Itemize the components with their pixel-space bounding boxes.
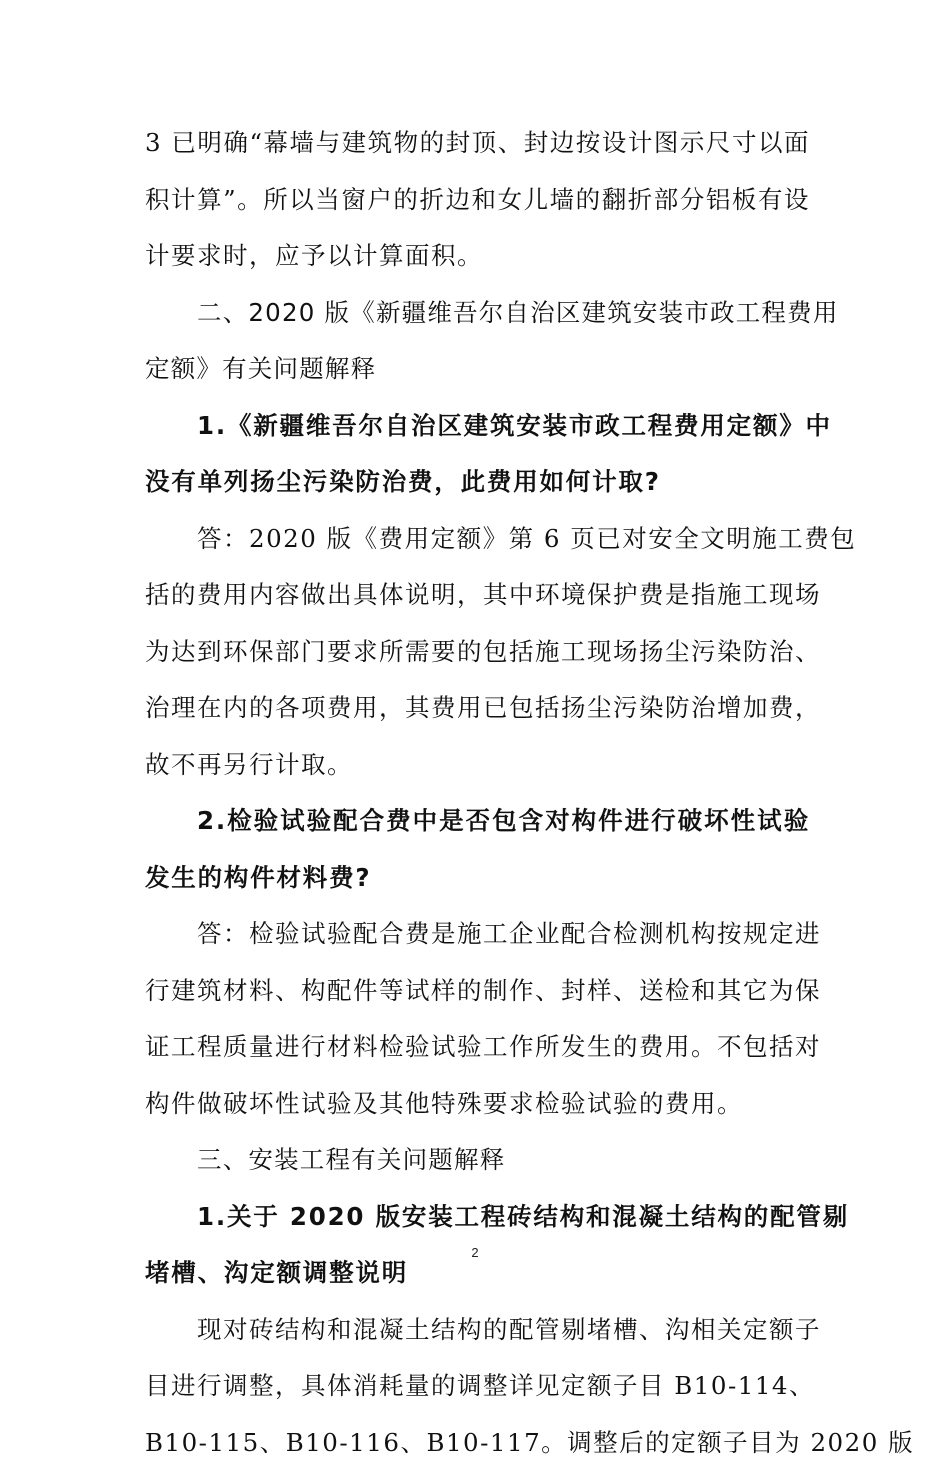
paragraph-line: 答：2020 版《费用定额》第 6 页已对安全文明施工费包 (145, 518, 810, 575)
question-heading: 1.关于 2020 版安装工程砖结构和混凝土结构的配管剔 (145, 1196, 810, 1253)
paragraph-line: 构件做破坏性试验及其他特殊要求检验试验的费用。 (145, 1083, 810, 1140)
paragraph-line: 故不再另行计取。 (145, 744, 810, 801)
paragraph-line: B10-115、B10-116、B10-117。调整后的定额子目为 2020 版 (145, 1422, 810, 1478)
question-heading: 1.《新疆维吾尔自治区建筑安装市政工程费用定额》中 (145, 405, 810, 462)
paragraph-line: 行建筑材料、构配件等试样的制作、封样、送检和其它为保 (145, 970, 810, 1027)
paragraph-line: 治理在内的各项费用，其费用已包括扬尘污染防治增加费， (145, 687, 810, 744)
paragraph-line: 证工程质量进行材料检验试验工作所发生的费用。不包括对 (145, 1026, 810, 1083)
paragraph-line: 3 已明确“幕墙与建筑物的封顶、封边按设计图示尺寸以面 (145, 122, 810, 179)
question-heading: 没有单列扬尘污染防治费，此费用如何计取? (145, 461, 810, 518)
section-heading: 定额》有关问题解释 (145, 348, 810, 405)
question-heading: 堵槽、沟定额调整说明 (145, 1252, 810, 1309)
paragraph-line: 计要求时，应予以计算面积。 (145, 235, 810, 292)
paragraph-line: 目进行调整，具体消耗量的调整详见定额子目 B10-114、 (145, 1365, 810, 1422)
question-heading: 2.检验试验配合费中是否包含对构件进行破坏性试验 (145, 800, 810, 857)
section-heading: 二、2020 版《新疆维吾尔自治区建筑安装市政工程费用 (145, 292, 810, 349)
paragraph-line: 括的费用内容做出具体说明，其中环境保护费是指施工现场 (145, 574, 810, 631)
paragraph-line: 现对砖结构和混凝土结构的配管剔堵槽、沟相关定额子 (145, 1309, 810, 1366)
page-number: 2 (0, 1245, 950, 1260)
paragraph-line: 为达到环保部门要求所需要的包括施工现场扬尘污染防治、 (145, 631, 810, 688)
paragraph-line: 积计算”。所以当窗户的折边和女儿墙的翻折部分铝板有设 (145, 179, 810, 236)
paragraph-line: 答：检验试验配合费是施工企业配合检测机构按规定进 (145, 913, 810, 970)
document-body (145, 122, 810, 1478)
question-heading: 发生的构件材料费? (145, 857, 810, 914)
section-heading: 三、安装工程有关问题解释 (145, 1139, 810, 1196)
